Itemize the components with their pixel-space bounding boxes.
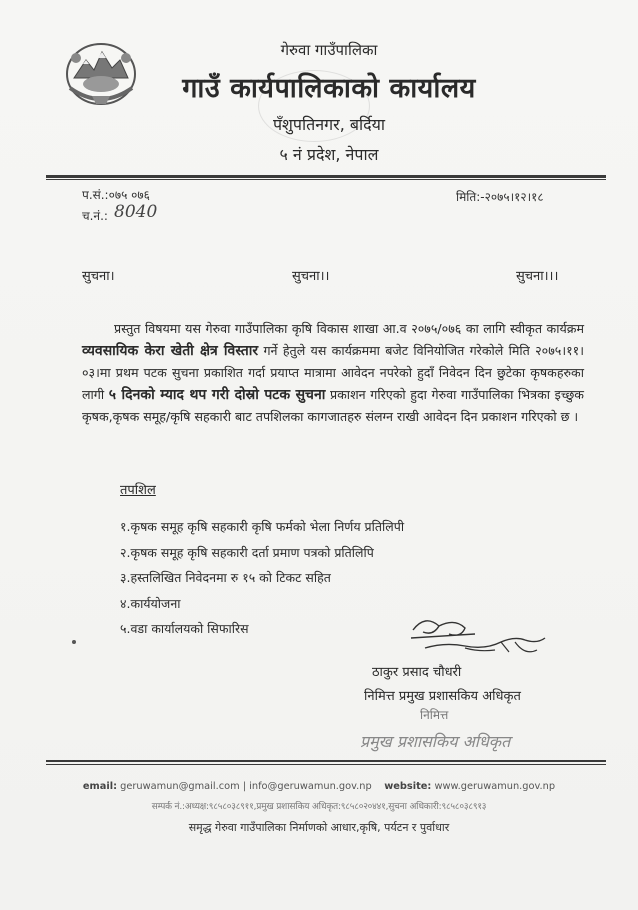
footer-contact-web [0,781,638,792]
body-text-part2: गर्ने हेतुले यस कार्यक्रममा बजेट विनियोजित गरेकोले मिति २०७५।११।०३।मा प्रथम पटक सुचना प्रकाशित गर्दा प्रयाप्त मात्रामा आवेदन नपरेको हुदाँ निवेदन दिन छुटेका कृषकहरुका लागी [82,342,584,402]
body-text-part1: प्रस्तुत विषयमा यस गेरुवा गाउँपालिका कृषि विकास शाखा आ.व २०७५/०७६ का लागि स्वीकृत कार्यक्रम [114,321,584,336]
list-item: १.कृषक समूह कृषि सहकारी कृषि फर्मको भेला निर्णय प्रतिलिपी [120,519,405,534]
email-label: email: [82,781,118,792]
list-item: २.कृषक समूह कृषि सहकारी दर्ता प्रमाण पत्रको प्रतिलिपि [120,544,374,560]
notice-label-1: सुचना। [82,269,115,284]
list-item: ५.वडा कार्यालयको सिफारिस [120,621,249,636]
office-address: पँशुपतिनगर, बर्दिया [272,115,386,134]
letter-date: मिति:-२०७५।१२।१८ [456,190,544,204]
handwritten-signature [405,612,555,662]
list-item: ४.कार्ययोजना [120,595,181,611]
extension-notice: ५ दिनको म्याद थप गरी दोस्रो पटक सुचना [108,386,326,403]
notice-body [82,318,584,428]
dispatch-number-handwritten: 8040 [114,202,158,222]
notice-label-2: सुचना।। [292,269,330,284]
office-title: गाउँ कार्यपालिकाको कार्यालय [182,73,476,104]
details-heading: तपशिल [120,483,156,498]
municipality-name: गेरुवा गाउँपालिका [280,41,378,59]
signatory-title: निमित्त प्रमुख प्रशासकिय अधिकृत [364,689,521,704]
footer-divider [46,760,606,762]
signatory-name: ठाकुर प्रसाद चौधरी [372,665,462,680]
header-divider [46,175,606,178]
signatory-stamp-line2: प्रमुख प्रशासकिय अधिकृत [360,732,511,751]
reference-number: प.सं.:०७५ ०७६ [82,188,150,202]
footer-phone-numbers: सम्पर्क नं.:अध्यक्ष:९८५८०३८९११,प्रमुख प्रशासकिय अधिकृत:९८५८०२०४४१,सुचना अधिकारी:९८५८०३८९१३ [151,802,487,812]
footer-slogan: समृद्ध गेरुवा गाउँपालिका निर्माणको आधार,कृषि, पर्यटन र पुर्वाधार [188,821,450,834]
signatory-stamp-line1: निमित्त [420,708,449,722]
required-documents-list [120,518,404,646]
footer-divider-thin [46,764,606,765]
list-item: ३.हस्तलिखित निवेदनमा रु १५ को टिकट सहित [120,570,331,585]
dispatch-number-label: च.नं.: [82,209,108,223]
program-name: व्यवसायिक केरा खेती क्षेत्र विस्तार [82,342,259,359]
body-text-part3: प्रकाशन गरिएको हुदा गेरुवा गाउँपालिका भित्रका इच्छुक कृषक,कृषक समूह/कृषि सहकारी बाट तपशिलका कागजातहरु संलग्न राखी आवेदन दिन प्रकाशन गरिएको छ । [82,386,584,425]
province-line: ५ नं प्रदेश, नेपाल [279,145,379,164]
ink-dot [72,640,76,644]
website-url: www.geruwamun.gov.np [434,781,556,792]
header-divider-thin [46,179,606,180]
email-addresses: geruwamun@gmail.com | info@geruwamun.gov.np [120,781,372,792]
notice-label-3: सुचना।।। [516,269,559,284]
website-label: website: [384,781,432,792]
